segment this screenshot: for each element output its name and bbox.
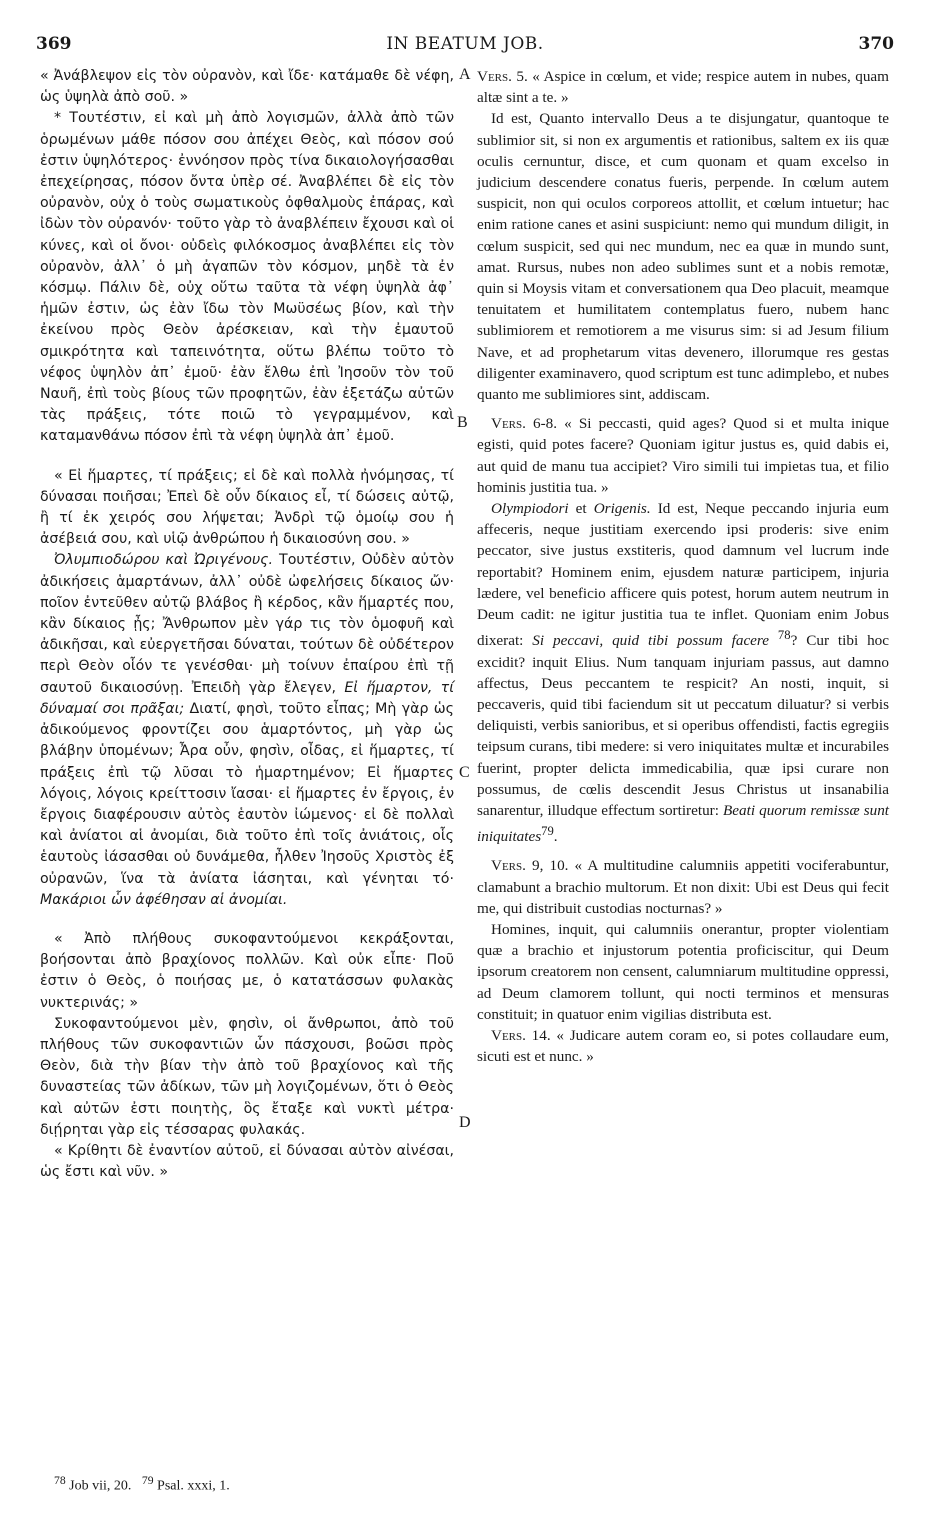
footnotes: $^{78}$ Job vii, 20. $^{79}$ Psal. xxxi, 1. [54,1474,230,1494]
footnote-78: Job vii, 20. [69,1478,132,1494]
verse-label: Vers. 6-8. [491,415,558,433]
margin-letter-a: A [459,66,471,83]
latin-quote-1: Si peccavi, quid tibi possum facere [532,632,770,650]
latin-quote-2: Beati quorum remissæ sunt iniquitates [477,801,890,846]
greek-lemma-4: « Κρίθητι δὲ ἐναντίον αὐτοῦ, εἰ δύνασαι αὐτὸν αἰνέσαι, ὡς ἔστι καὶ νῦν. » [40,1142,454,1181]
greek-commentary-2: Ὀλυμπιοδώρου καὶ Ὠριγένους. Τουτέστιν, Οὐδὲν αὐτὸν ἀδικήσεις ἁμαρτάνων, ἀλλ᾽ οὐδὲ ὠφελήσεις δίκαιος ὤν· ποῖον ἐντεῦθεν αὐτῷ βλάβος ἢ κέρδος, κἂν ἥμαρτές που, κἂν δίκαιος ᾖς; Ἄνθρωπον μὲν γάρ τις τὸν ὁμοφυῆ καὶ ἀδικῆσαι, καὶ εὐεργετῆσαι δύναται, τούτων δὲ οὐδέτερον περὶ Θεὸν οἷόν τε γενέσθαι· μὴ τοίνυν ἐπαίρου ἐπὶ τῇ σαυτοῦ δικαιοσύνῃ. Ἐπειδὴ γὰρ ἔλεγεν, Εἰ ἥμαρτον, τί δύναμαί σοι πρᾶξαι; Διατί, φησὶ, τοῦτο εἶπας; Μὴ γὰρ ὡς ἀδικούμενος φροντίζει σου ἁμαρτόντος, μὴ γὰρ ὡς βλάβην ὑπομένων; Ἆρα οὖν, φησὶν, οἶδας, εἰ ἥμαρτες, τί πράξεις ἐπὶ τῷ λῦσαι τὸ ἡμαρτημένον; Εἰ ἥμαρτες λόγοις, λόγοις κρείττοσιν ἴασαι· εἰ ἥμαρτες ἐν ἔργοις, ἐν ἔργοις διαφέρουσιν αὐτὸς ἑαυτὸν ἰώμενος· εἰ δὲ πολλαὶ καὶ ἀνίατοι αἱ ἀνομίαι, διὰ τοῦτο ἐπὶ τοῖς ἀνιάτοις, οἷς ἑαυτοὺς ἰάσασθαι οὐ δυνάμεθα, ἦλθεν Ἰησοῦς Χριστὸς ἐξ οὐρανῶν, ἵνα τὰ ἀνίατα ἰάσηται, καὶ γένηται τό· Μακάριοι ὧν ἀφέθησαν αἱ ἀνομίαι. [40,552,454,908]
footnote-ref: 78 [777,628,791,643]
margin-letter-c: C [459,764,470,781]
page-header [36,34,894,58]
latin-commentary-5: Id est, Quanto intervallo Deus a te disjungatur, quantoque te sublimior sit, si non ex argumentis et rationibus, saltem ex iis quæ oculis cernuntur, disce, et cum quonam et quam excelso in judicium descendere conatus fueris, perpende. In cœlum autem suspicit, non qui oculos corporeos attollit, et cœlum intuetur; hac enim ratione canes et asini suspiciunt: nemo qui mundum diligit, in cœlum suspicit, sed qui nec mundum, nec ea quæ in mundo sunt, amat. Rursus, nubes non adeo sublimes sunt et a nobis remotæ, quin si Moysis vitam et conversationem qua Deo placuit, meamque tenuitatem et humilitatem contemplatus fuero, nubem hanc sublimiorem et remotiorem a me visurus sim: si ad Jesum filium Nave, et ad prophetarum vitas devenero, illorumque res gestas diligenter examinavero, quod scriptum est tunc adimplebo, et nubes quanto me sublimiores sint, addiscam. [477,110,889,404]
margin-letter-d: D [459,1114,471,1131]
verse-label: Vers. 14. [491,1027,551,1045]
latin-column [477,66,889,1067]
verse-label: Vers. 9, 10. [491,857,569,875]
greek-column [40,66,454,1183]
greek-lemma-3: « Ἀπὸ πλήθους συκοφαντούμενοι κεκράξονται, βοήσονται ἀπὸ βραχίονος πολλῶν. Καὶ οὐκ εἶπε· Ποῦ ἐστιν ὁ Θεὸς, ὁ ποιήσας με, ὁ κατατάσσων φυλακὰς νυκτερινάς; » [40,930,454,1011]
page-number-right: 370 [858,34,894,54]
latin-verse-14: Vers. 14. « Judicare autem coram eo, si potes collaudare eum, sicuti est et nunc. » [477,1027,889,1066]
footnote-79: Psal. xxxi, 1. [157,1478,230,1494]
page-number-left: 369 [36,34,72,54]
footnote-ref: 79 [541,824,554,839]
latin-commentary-9-10: Homines, inquit, qui calumniis onerantur, propter violentiam quæ a brachio et injustorum potentia proficiscitur, qui Deum ipsorum creatorem non censent, calumniarum multitudine oppressi, ad Deum clamorem tollunt, qui nocti terminos et mensuras constituit; in quatuor enim vigilias distributa est. [477,921,889,1023]
greek-quote-1: Εἰ ἥμαρτον, τί δύναμαί σοι πρᾶξαι; [40,679,454,717]
latin-verse-6-8: Vers. 6-8. « Si peccasti, quid ages? Quod si et multa inique egisti, quid potes facere? Quoniam igitur justus es, quid dabis ei, aut quid de manu tua accipiet? Viro simili tui impietas tua, et filio hominis justitia tua. » [477,415,890,496]
latin-verse-9-10: Vers. 9, 10. « A multitudine calumniis appetiti vociferabuntur, clamabunt a brachio multorum. Et non dixit: Ubi est Deus qui fecit me, qui distribuit custodias nocturnas? » [477,857,889,917]
latin-verse-5: Vers. 5. « Aspice in cœlum, et vide; respice autem in nubes, quam altæ sint a te. » [477,68,889,107]
greek-lemma-1: « Ἀνάβλεψον εἰς τὸν οὐρανὸν, καὶ ἴδε· κατάμαθε δὲ νέφη, ὡς ὑψηλὰ ἀπὸ σοῦ. » [40,68,454,106]
latin-commentary-6-8: Olympiodori et Origenis. Id est, Neque peccando injuria eum affeceris, neque justitiam exercendo ipsi proderis: sive enim peccator, sive justus exstiteris, quod damnum vel lucrum inde reportabit? Hominem enim, ejusdem naturæ participem, injuria lædere, vel beneficio afficere quis potest, horum autem neutrum in Deum cadit: ne igitur justitia tua te inflet. Quoniam enim Jobus dixerat: Si peccavi, quid tibi possum facere $^{78}$? Cur tibi hoc excidit? inquit Elius. Num tanquam injuriam passus, aut damno affectus, Deus peccantem te respicit? An nosti, inquit, si peccaveris, quid tibi faciendum sit ut peccatum diluatur? si verbis deliquisti, verbis sanioribus, et si operibus offendisti, factis egregiis teipsum curans, tibi medere: si vero iniquitates multæ et incurabiles fuerint, propter delicta immedicabilia, quæ ipsi curare non possumus, de cœlis descendit Jesus Christus ut insanabilia sanarentur, illudque effectum sortiretur: Beati quorum remissæ sunt iniquitates$^{79}$. [477,500,890,846]
verse-label: Vers. 5. [477,68,528,85]
margin-letter-b: B [457,414,468,431]
greek-authors: Ὀλυμπιοδώρου καὶ Ὠριγένους. [54,552,273,569]
greek-commentary-1: * Τουτέστιν, εἰ καὶ μὴ ἀπὸ λογισμῶν, ἀλλὰ ἀπὸ τῶν ὁρωμένων μάθε πόσον σου ἀπέχει Θεὸς, καὶ πόσον σού ἐστιν ὑψηλότερος· ἐννόησον πρὸς τίνα δικαιολογήσασθαι ἐπεχείρησας, πόσον ὄντα ὑπὲρ σέ. Ἀναβλέπει δὲ εἰς τὸν οὐρανὸν, οὐχ ὁ τοὺς σωματικοὺς ὀφθαλμοὺς ἐπάρας, καὶ ἰδὼν τὸν οὐρανόν· τοῦτο γὰρ τὸ ἀναβλέπειν ἔχουσι καὶ οἱ κύνες, καὶ οἱ ὄνοι· οὐδεὶς φιλόκοσμος ἀναβλέπει εἰς τὸν οὐρανὸν, ἀλλ᾽ ὁ μὴ ἀγαπῶν τὸν κόσμον, μηδὲ τὰ ἐν κόσμῳ. Πάλιν δὲ, οὐχ οὕτω ταῦτα τὰ νέφη ὑψηλὰ ἀφ᾽ ἡμῶν ἐστιν, ὡς ἐὰν ἴδω τὸν Μωϋσέως βίον, καὶ τὴν ἐκείνου πρὸς Θεὸν ἀρέσκειαν, καὶ τὴν ἐμαυτοῦ σμικρότητα καὶ ταπεινότητα, οὕτω βλέπω τοῦτο τὸ νέφος ὑψηλὸν ἀπ᾽ ἐμοῦ· ἐὰν ἔλθω ἐπὶ Ἰησοῦν τὸν τοῦ Ναυῆ, ἐπὶ τοὺς βίους τῶν προφητῶν, ἐὰν ἐξετάζω αὐτῶν τὰς πράξεις, τότε ποιῶ τὸ γεγραμμένον, καὶ καταμανθάνω πόσον ἐπὶ τὰ νέφη ὑψηλὰ ἀπ᾽ ἐμοῦ. [40,110,454,445]
running-title: IN BEATUM JOB. [386,34,544,54]
greek-quote-2: Μακάριοι ὧν ἀφέθησαν αἱ ἀνομίαι. [40,891,288,908]
greek-commentary-3: Συκοφαντούμενοι μὲν, φησὶν, οἱ ἄνθρωποι, ἀπὸ τοῦ πλήθους τῶν συκοφαντιῶν ὧν πάσχουσι, βοῶσι πρὸς Θεὸν, διὰ τὴν βίαν τὴν ἀπὸ τοῦ βραχίονος καὶ τῆς δυναστείας τῶν ἀδίκων, τῶν μὴ λογιζομένων, ὅτι ὁ Θεὸς καὶ αὐτῶν ἐστι ποιητὴς, ὃς ἔταξε καὶ νυκτὶ μέτρα· διῄρηται γὰρ εἰς τέσσαρας φυλακάς. [40,1015,454,1138]
greek-lemma-2: « Εἰ ἥμαρτες, τί πράξεις; εἰ δὲ καὶ πολλὰ ἠνόμησας, τί δύνασαι ποιῆσαι; Ἐπεὶ δὲ οὖν δίκαιος εἶ, τί δώσεις αὐτῷ, ἢ τί ἐκ χειρός σου λήψεται; Ἀνδρὶ τῷ ὁμοίῳ σου ἡ ἀσέβειά σου, καὶ υἱῷ ἀνθρώπου ἡ δικαιοσύνη σου. » [40,467,454,548]
